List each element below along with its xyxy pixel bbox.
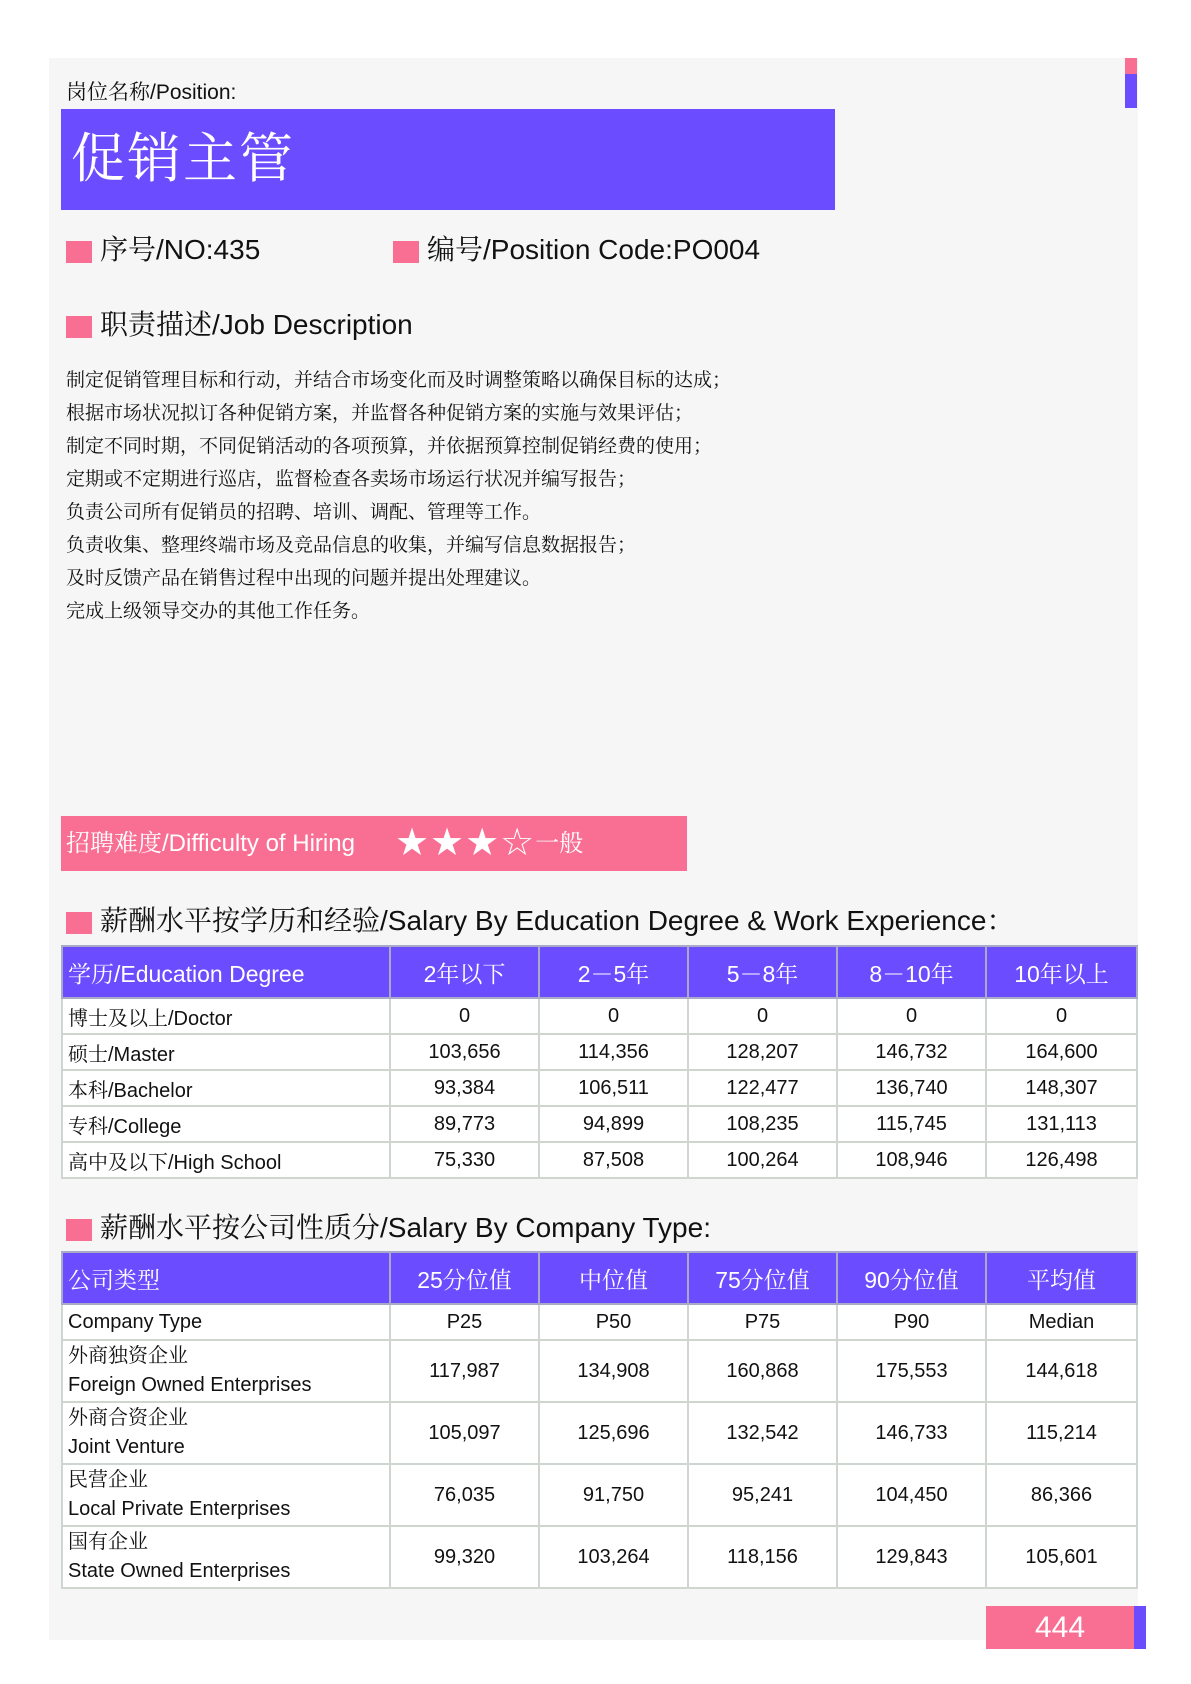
- table-cell: 0: [688, 998, 837, 1034]
- table-cell: 95,241: [688, 1464, 837, 1526]
- salary-company-heading-text: 薪酬水平按公司性质分/Salary By Company Type:: [100, 1212, 711, 1243]
- table-cell: 136,740: [837, 1070, 986, 1106]
- table-row: [62, 1464, 1137, 1526]
- table-cell: 134,908: [539, 1340, 688, 1402]
- table-row: [62, 1340, 1137, 1402]
- position-number: [66, 228, 260, 268]
- company-type-en: Joint Venture: [68, 1436, 185, 1458]
- table-cell: 105,601: [986, 1526, 1137, 1588]
- table-cell: 103,264: [539, 1526, 688, 1588]
- row-label: [62, 1402, 390, 1464]
- salary-education-heading: [66, 899, 1014, 939]
- column-header: 10年以上: [986, 946, 1137, 998]
- table-cell: P25: [390, 1304, 539, 1340]
- column-header: 中位值: [539, 1252, 688, 1304]
- job-description-body: [66, 364, 731, 628]
- table-cell: 0: [390, 998, 539, 1034]
- table-cell: 100,264: [688, 1142, 837, 1178]
- table-cell: 0: [986, 998, 1137, 1034]
- description-line: 完成上级领导交办的其他工作任务。: [66, 601, 371, 622]
- table-cell: 164,600: [986, 1034, 1137, 1070]
- position-label: 岗位名称/Position:: [66, 81, 237, 104]
- table-cell: 128,207: [688, 1034, 837, 1070]
- column-header: 25分位值: [390, 1252, 539, 1304]
- company-type-cn: 外商独资企业: [68, 1345, 188, 1367]
- table-cell: 105,097: [390, 1402, 539, 1464]
- table-cell: 146,732: [837, 1034, 986, 1070]
- table-row: [62, 1070, 1137, 1106]
- table-cell: 175,553: [837, 1340, 986, 1402]
- table-cell: 94,899: [539, 1106, 688, 1142]
- table-cell: 129,843: [837, 1526, 986, 1588]
- table-cell: Median: [986, 1304, 1137, 1340]
- table-cell: 115,214: [986, 1402, 1137, 1464]
- table-header-row: [62, 1252, 1137, 1304]
- bullet-square-icon: [66, 912, 92, 934]
- bullet-square-icon: [66, 241, 92, 263]
- column-header: 90分位值: [837, 1252, 986, 1304]
- description-line: 制定促销管理目标和行动，并结合市场变化而及时调整策略以确保目标的达成；: [66, 370, 732, 391]
- rating-stars-icon: ★★★☆: [394, 822, 536, 864]
- table-row: [62, 1526, 1137, 1588]
- description-line: 及时反馈产品在销售过程中出现的问题并提出处理建议。: [66, 568, 542, 589]
- company-type-en: State Owned Enterprises: [68, 1560, 291, 1582]
- table-header-row: [62, 946, 1137, 998]
- description-line: 负责收集、整理终端市场及竞品信息的收集，并编写信息数据报告；: [66, 535, 637, 556]
- table-cell: 126,498: [986, 1142, 1137, 1178]
- salary-company-heading: [66, 1206, 711, 1246]
- table-cell: P90: [837, 1304, 986, 1340]
- table-cell: 122,477: [688, 1070, 837, 1106]
- page-number: 444: [986, 1606, 1134, 1649]
- row-label: 专科/College: [62, 1106, 390, 1142]
- table-cell: 108,946: [837, 1142, 986, 1178]
- table-subheader-row: [62, 1304, 1137, 1340]
- hiring-difficulty-label: 招聘难度/Difficulty of Hiring: [66, 830, 355, 857]
- table-cell: 108,235: [688, 1106, 837, 1142]
- bullet-square-icon: [66, 1219, 92, 1241]
- company-type-en: Local Private Enterprises: [68, 1498, 291, 1520]
- corner-accent-purple: [1125, 74, 1137, 108]
- column-header: 8－10年: [837, 946, 986, 998]
- table-cell: 104,450: [837, 1464, 986, 1526]
- table-cell: 144,618: [986, 1340, 1137, 1402]
- position-code-text: 编号/Position Code:PO004: [427, 234, 761, 265]
- table-cell: 86,366: [986, 1464, 1137, 1526]
- row-label: 硕士/Master: [62, 1034, 390, 1070]
- table-cell: 75,330: [390, 1142, 539, 1178]
- bullet-square-icon: [66, 316, 92, 338]
- salary-company-table: [61, 1251, 1138, 1589]
- table-row: [62, 1142, 1137, 1178]
- job-description-heading: [66, 303, 413, 343]
- row-label: 博士及以上/Doctor: [62, 998, 390, 1034]
- table-cell: 125,696: [539, 1402, 688, 1464]
- row-label: [62, 1464, 390, 1526]
- table-row: [62, 998, 1137, 1034]
- row-label: Company Type: [62, 1304, 390, 1340]
- table-cell: 148,307: [986, 1070, 1137, 1106]
- row-label: [62, 1526, 390, 1588]
- table-cell: P50: [539, 1304, 688, 1340]
- hiring-difficulty-bar: [61, 816, 687, 871]
- table-cell: 160,868: [688, 1340, 837, 1402]
- table-row: [62, 1402, 1137, 1464]
- table-cell: 146,733: [837, 1402, 986, 1464]
- row-label: 高中及以下/High School: [62, 1142, 390, 1178]
- page-title: 促销主管: [61, 109, 835, 210]
- table-cell: 93,384: [390, 1070, 539, 1106]
- table-cell: 118,156: [688, 1526, 837, 1588]
- hiring-difficulty-rating: 一般: [535, 830, 584, 857]
- table-cell: 76,035: [390, 1464, 539, 1526]
- table-cell: 87,508: [539, 1142, 688, 1178]
- table-cell: 117,987: [390, 1340, 539, 1402]
- table-cell: 91,750: [539, 1464, 688, 1526]
- salary-education-table: [61, 945, 1138, 1179]
- company-type-cn: 国有企业: [68, 1531, 148, 1553]
- table-cell: 132,542: [688, 1402, 837, 1464]
- table-cell: 0: [539, 998, 688, 1034]
- description-line: 制定不同时期，不同促销活动的各项预算，并依据预算控制促销经费的使用；: [66, 436, 713, 457]
- table-cell: 103,656: [390, 1034, 539, 1070]
- row-label: [62, 1340, 390, 1402]
- column-header: 平均值: [986, 1252, 1137, 1304]
- table-row: [62, 1106, 1137, 1142]
- description-line: 负责公司所有促销员的招聘、培训、调配、管理等工作。: [66, 502, 542, 523]
- column-header: 学历/Education Degree: [62, 946, 390, 998]
- company-type-en: Foreign Owned Enterprises: [68, 1374, 312, 1396]
- corner-accent-pink: [1125, 58, 1137, 74]
- table-cell: 114,356: [539, 1034, 688, 1070]
- position-number-text: 序号/NO:435: [100, 234, 261, 265]
- table-cell: 89,773: [390, 1106, 539, 1142]
- table-cell: 131,113: [986, 1106, 1137, 1142]
- column-header: 75分位值: [688, 1252, 837, 1304]
- position-code: [393, 228, 760, 268]
- table-cell: P75: [688, 1304, 837, 1340]
- table-cell: 106,511: [539, 1070, 688, 1106]
- description-line: 根据市场状况拟订各种促销方案，并监督各种促销方案的实施与效果评估；: [66, 403, 694, 424]
- description-line: 定期或不定期进行巡店，监督检查各卖场市场运行状况并编写报告；: [66, 469, 637, 490]
- column-header: 公司类型: [62, 1252, 390, 1304]
- table-cell: 99,320: [390, 1526, 539, 1588]
- salary-education-heading-text: 薪酬水平按学历和经验/Salary By Education Degree & Work Experience：: [100, 905, 1015, 936]
- table-row: [62, 1034, 1137, 1070]
- table-cell: 0: [837, 998, 986, 1034]
- company-type-cn: 外商合资企业: [68, 1407, 188, 1429]
- page-number-accent: [1134, 1606, 1146, 1649]
- table-cell: 115,745: [837, 1106, 986, 1142]
- bullet-square-icon: [393, 241, 419, 263]
- column-header: 2－5年: [539, 946, 688, 998]
- column-header: 5－8年: [688, 946, 837, 998]
- company-type-cn: 民营企业: [68, 1469, 148, 1491]
- column-header: 2年以下: [390, 946, 539, 998]
- row-label: 本科/Bachelor: [62, 1070, 390, 1106]
- job-description-heading-text: 职责描述/Job Description: [100, 309, 413, 340]
